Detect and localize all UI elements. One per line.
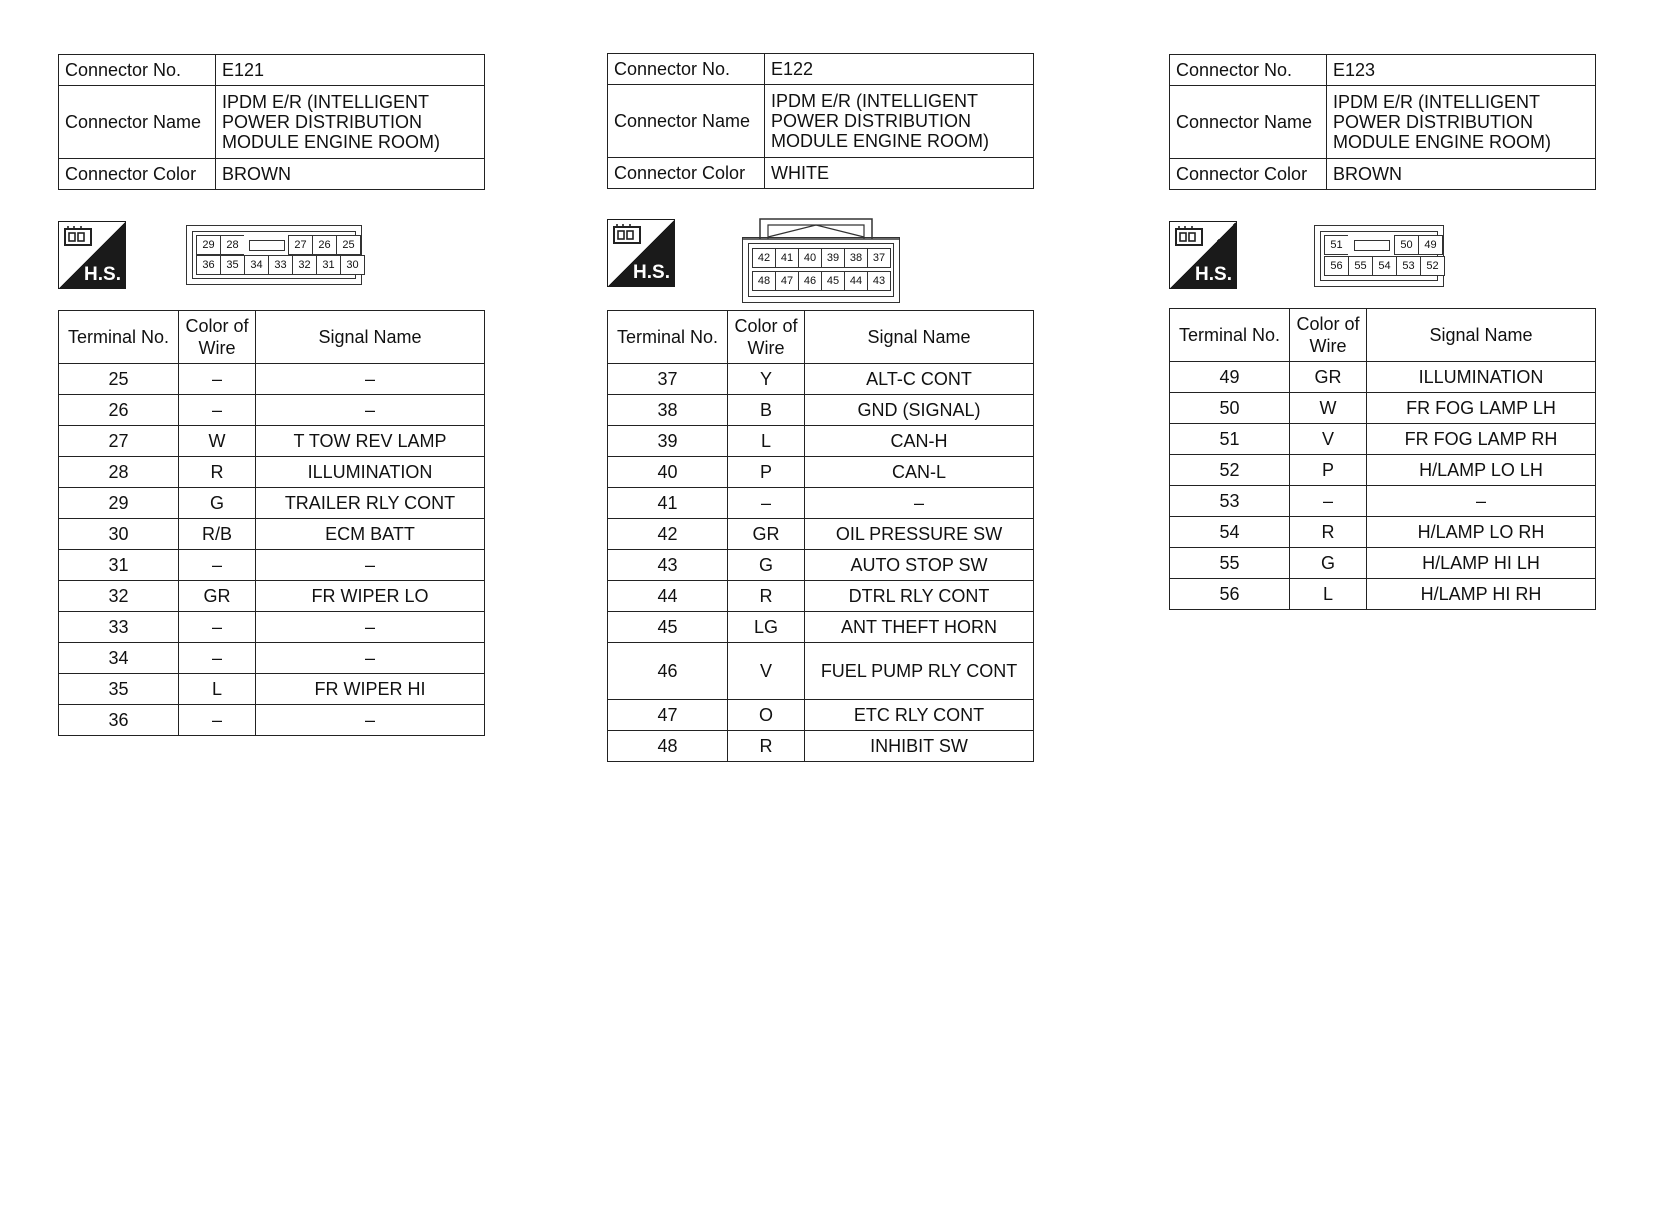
- pin: 53: [1396, 256, 1421, 276]
- wire-color-cell: P: [728, 457, 805, 488]
- table-row: [59, 674, 485, 705]
- table-row: [59, 643, 485, 674]
- signal-name-cell: AUTO STOP SW: [805, 550, 1034, 581]
- terminal-no-cell: 33: [59, 612, 179, 643]
- signal-name-cell: H/LAMP LO RH: [1367, 517, 1596, 548]
- wire-color-header: Color of Wire: [1290, 309, 1367, 362]
- wire-color-cell: Y: [728, 364, 805, 395]
- signal-name-cell: ILLUMINATION: [256, 457, 485, 488]
- signal-name-cell: DTRL RLY CONT: [805, 581, 1034, 612]
- table-row: [608, 731, 1034, 762]
- terminal-no-cell: 27: [59, 426, 179, 457]
- connector-key: [244, 235, 289, 255]
- wire-color-cell: B: [728, 395, 805, 426]
- pin: 25: [336, 235, 361, 255]
- connector-glyph-icon: [1175, 226, 1205, 250]
- connector-name-label: Connector Name: [59, 86, 216, 159]
- wire-color-cell: R: [728, 731, 805, 762]
- connector-color-label: Connector Color: [59, 159, 216, 190]
- pin: 50: [1394, 235, 1419, 255]
- connector-no-label: Connector No.: [608, 54, 765, 85]
- connector-no-label: Connector No.: [59, 55, 216, 86]
- signal-name-cell: –: [256, 395, 485, 426]
- signal-name-cell: –: [256, 364, 485, 395]
- signal-name-cell: FUEL PUMP RLY CONT: [805, 643, 1034, 700]
- table-row: [1170, 455, 1596, 486]
- signal-name-cell: H/LAMP LO LH: [1367, 455, 1596, 486]
- pin: 40: [798, 248, 822, 268]
- terminal-no-header: Terminal No.: [608, 311, 728, 364]
- connector-name-label: Connector Name: [1170, 86, 1327, 159]
- wire-color-cell: –: [179, 705, 256, 736]
- wire-color-cell: –: [179, 364, 256, 395]
- wire-color-cell: G: [728, 550, 805, 581]
- signal-name-cell: –: [256, 612, 485, 643]
- terminal-no-cell: 41: [608, 488, 728, 519]
- terminal-no-cell: 32: [59, 581, 179, 612]
- pin: 28: [220, 235, 245, 255]
- wire-color-cell: –: [179, 612, 256, 643]
- harness-side-icon: [607, 219, 675, 287]
- terminal-no-cell: 37: [608, 364, 728, 395]
- signal-name-cell: FR WIPER HI: [256, 674, 485, 705]
- terminal-no-cell: 55: [1170, 548, 1290, 579]
- table-row: [1170, 486, 1596, 517]
- wire-color-cell: R: [728, 581, 805, 612]
- terminal-no-cell: 44: [608, 581, 728, 612]
- pin: 45: [821, 271, 845, 291]
- connector-name-value: IPDM E/R (INTELLIGENT POWER DISTRIBUTION MODULE ENGINE ROOM): [765, 85, 1034, 158]
- terminal-no-cell: 45: [608, 612, 728, 643]
- table-row: [1170, 579, 1596, 610]
- wire-color-cell: GR: [728, 519, 805, 550]
- pin: 34: [244, 255, 269, 275]
- pin: 52: [1420, 256, 1445, 276]
- pin: 38: [844, 248, 868, 268]
- table-row: [1170, 393, 1596, 424]
- terminal-no-cell: 29: [59, 488, 179, 519]
- connector-color-value: WHITE: [765, 158, 1034, 189]
- pin: 54: [1372, 256, 1397, 276]
- table-row: [1170, 424, 1596, 455]
- wire-color-cell: L: [179, 674, 256, 705]
- harness-side-icon: [1169, 221, 1237, 289]
- pin: 37: [867, 248, 891, 268]
- terminal-no-cell: 28: [59, 457, 179, 488]
- pin: 41: [775, 248, 799, 268]
- connector-name-label: Connector Name: [608, 85, 765, 158]
- pin: 32: [292, 255, 317, 275]
- signal-name-cell: ALT-C CONT: [805, 364, 1034, 395]
- terminal-no-cell: 48: [608, 731, 728, 762]
- pin: 47: [775, 271, 799, 291]
- signal-name-cell: CAN-L: [805, 457, 1034, 488]
- terminal-no-cell: 34: [59, 643, 179, 674]
- connector-color-label: Connector Color: [608, 158, 765, 189]
- connector-name-value: IPDM E/R (INTELLIGENT POWER DISTRIBUTION MODULE ENGINE ROOM): [1327, 86, 1596, 159]
- wire-color-cell: –: [728, 488, 805, 519]
- wire-color-cell: GR: [1290, 362, 1367, 393]
- table-row: [59, 395, 485, 426]
- harness-side-icon: [58, 221, 126, 289]
- table-row: [608, 700, 1034, 731]
- terminal-table: [607, 310, 1034, 762]
- signal-name-cell: –: [256, 643, 485, 674]
- pin: 44: [844, 271, 868, 291]
- wire-color-cell: GR: [179, 581, 256, 612]
- pin: 27: [288, 235, 313, 255]
- signal-name-cell: T TOW REV LAMP: [256, 426, 485, 457]
- pin: 29: [196, 235, 221, 255]
- signal-name-cell: –: [805, 488, 1034, 519]
- terminal-no-cell: 30: [59, 519, 179, 550]
- pin: 30: [340, 255, 365, 275]
- terminal-no-cell: 52: [1170, 455, 1290, 486]
- wire-color-cell: R: [1290, 517, 1367, 548]
- terminal-no-cell: 47: [608, 700, 728, 731]
- connector-color-value: BROWN: [1327, 159, 1596, 190]
- terminal-no-cell: 49: [1170, 362, 1290, 393]
- connector-no-value: E121: [216, 55, 485, 86]
- pin: 46: [798, 271, 822, 291]
- pin: 33: [268, 255, 293, 275]
- signal-name-header: Signal Name: [805, 311, 1034, 364]
- terminal-no-cell: 40: [608, 457, 728, 488]
- connector-name-value: IPDM E/R (INTELLIGENT POWER DISTRIBUTION MODULE ENGINE ROOM): [216, 86, 485, 159]
- wire-color-cell: –: [179, 550, 256, 581]
- terminal-no-cell: 43: [608, 550, 728, 581]
- terminal-no-cell: 46: [608, 643, 728, 700]
- terminal-no-cell: 51: [1170, 424, 1290, 455]
- pin: 26: [312, 235, 337, 255]
- table-row: [59, 519, 485, 550]
- connector-no-value: E122: [765, 54, 1034, 85]
- terminal-no-cell: 42: [608, 519, 728, 550]
- signal-name-cell: OIL PRESSURE SW: [805, 519, 1034, 550]
- terminal-no-cell: 25: [59, 364, 179, 395]
- terminal-no-cell: 54: [1170, 517, 1290, 548]
- table-row: [59, 550, 485, 581]
- table-row: [59, 426, 485, 457]
- wire-color-cell: P: [1290, 455, 1367, 486]
- wire-color-cell: LG: [728, 612, 805, 643]
- wire-color-cell: –: [179, 395, 256, 426]
- signal-name-cell: FR FOG LAMP RH: [1367, 424, 1596, 455]
- signal-name-cell: FR FOG LAMP LH: [1367, 393, 1596, 424]
- signal-name-cell: ECM BATT: [256, 519, 485, 550]
- signal-name-cell: FR WIPER LO: [256, 581, 485, 612]
- wire-color-cell: R: [179, 457, 256, 488]
- terminal-no-cell: 50: [1170, 393, 1290, 424]
- signal-name-cell: –: [1367, 486, 1596, 517]
- wire-color-cell: O: [728, 700, 805, 731]
- wire-color-header: Color of Wire: [728, 311, 805, 364]
- table-row: [59, 364, 485, 395]
- terminal-no-cell: 26: [59, 395, 179, 426]
- pin: 43: [867, 271, 891, 291]
- connector-face-diagram: [1314, 225, 1444, 287]
- pin: 35: [220, 255, 245, 275]
- table-row: [59, 457, 485, 488]
- connector-key: [1348, 235, 1395, 255]
- table-row: [1170, 517, 1596, 548]
- connector-glyph-icon: [613, 224, 643, 248]
- table-row: [608, 457, 1034, 488]
- connector-color-value: BROWN: [216, 159, 485, 190]
- wire-color-cell: L: [728, 426, 805, 457]
- terminal-no-cell: 56: [1170, 579, 1290, 610]
- pin: 55: [1348, 256, 1373, 276]
- terminal-no-header: Terminal No.: [1170, 309, 1290, 362]
- pin: 42: [752, 248, 776, 268]
- connector-no-value: E123: [1327, 55, 1596, 86]
- hs-label: H.S.: [84, 264, 121, 285]
- table-row: [608, 426, 1034, 457]
- connector-info-table: [607, 53, 1034, 189]
- terminal-table: [1169, 308, 1596, 610]
- signal-name-header: Signal Name: [1367, 309, 1596, 362]
- table-row: [608, 612, 1034, 643]
- table-row: [608, 643, 1034, 700]
- table-row: [1170, 362, 1596, 393]
- wire-color-cell: –: [1290, 486, 1367, 517]
- connector-hood-outline: [740, 213, 902, 305]
- wire-color-cell: W: [179, 426, 256, 457]
- signal-name-cell: H/LAMP HI RH: [1367, 579, 1596, 610]
- wire-color-cell: V: [728, 643, 805, 700]
- table-row: [1170, 548, 1596, 579]
- terminal-no-cell: 35: [59, 674, 179, 705]
- hs-label: H.S.: [1195, 264, 1232, 285]
- pin: 48: [752, 271, 776, 291]
- signal-name-header: Signal Name: [256, 311, 485, 364]
- pin: 39: [821, 248, 845, 268]
- table-row: [59, 581, 485, 612]
- wire-color-cell: V: [1290, 424, 1367, 455]
- table-row: [59, 705, 485, 736]
- wire-color-cell: R/B: [179, 519, 256, 550]
- signal-name-cell: ILLUMINATION: [1367, 362, 1596, 393]
- terminal-no-cell: 39: [608, 426, 728, 457]
- terminal-no-header: Terminal No.: [59, 311, 179, 364]
- table-row: [59, 488, 485, 519]
- pin: 56: [1324, 256, 1349, 276]
- wire-color-cell: G: [1290, 548, 1367, 579]
- pin: 36: [196, 255, 221, 275]
- terminal-no-cell: 53: [1170, 486, 1290, 517]
- table-row: [608, 488, 1034, 519]
- terminal-table: [58, 310, 485, 736]
- signal-name-cell: H/LAMP HI LH: [1367, 548, 1596, 579]
- connector-no-label: Connector No.: [1170, 55, 1327, 86]
- table-row: [608, 581, 1034, 612]
- terminal-no-cell: 36: [59, 705, 179, 736]
- connector-glyph-icon: [64, 226, 94, 250]
- connector-info-table: [1169, 54, 1596, 190]
- wire-color-header: Color of Wire: [179, 311, 256, 364]
- wire-color-cell: G: [179, 488, 256, 519]
- connector-info-table: [58, 54, 485, 190]
- signal-name-cell: TRAILER RLY CONT: [256, 488, 485, 519]
- signal-name-cell: ETC RLY CONT: [805, 700, 1034, 731]
- connector-face-diagram: [186, 225, 362, 285]
- table-row: [59, 612, 485, 643]
- signal-name-cell: –: [256, 550, 485, 581]
- table-row: [608, 550, 1034, 581]
- connector-color-label: Connector Color: [1170, 159, 1327, 190]
- wire-color-cell: –: [179, 643, 256, 674]
- signal-name-cell: CAN-H: [805, 426, 1034, 457]
- table-row: [608, 364, 1034, 395]
- signal-name-cell: INHIBIT SW: [805, 731, 1034, 762]
- hs-label: H.S.: [633, 262, 670, 283]
- table-row: [608, 519, 1034, 550]
- pin: 31: [316, 255, 341, 275]
- wire-color-cell: W: [1290, 393, 1367, 424]
- terminal-no-cell: 38: [608, 395, 728, 426]
- pin: 49: [1418, 235, 1443, 255]
- signal-name-cell: –: [256, 705, 485, 736]
- signal-name-cell: GND (SIGNAL): [805, 395, 1034, 426]
- terminal-no-cell: 31: [59, 550, 179, 581]
- signal-name-cell: ANT THEFT HORN: [805, 612, 1034, 643]
- table-row: [608, 395, 1034, 426]
- pin: 51: [1324, 235, 1349, 255]
- wire-color-cell: L: [1290, 579, 1367, 610]
